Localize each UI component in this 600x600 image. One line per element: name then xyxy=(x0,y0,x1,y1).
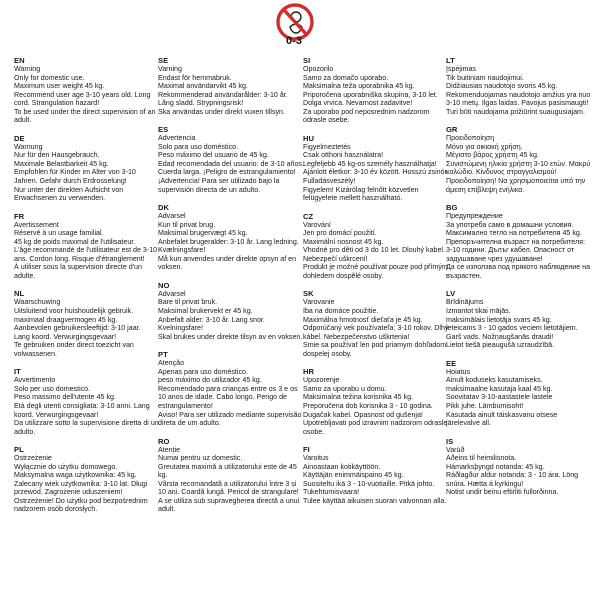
warning-block-dk xyxy=(158,203,304,272)
warning-block-lv xyxy=(446,289,592,349)
warning-block-no xyxy=(158,281,304,341)
warning-text: Varning Endast för hemmabruk. Maximal användarvikt 45 kg. Rekommenderad användarålder: 3-10 år. Lång sladd. Strypningsrisk! Ska användas under direkt vuxen tillsyn. xyxy=(158,65,288,116)
warning-block-fi xyxy=(303,445,449,505)
age-restriction-logo xyxy=(269,2,321,50)
age-label: 0-3 xyxy=(286,35,302,47)
language-code: PL xyxy=(14,445,24,455)
warning-block-cz xyxy=(303,212,449,281)
warning-text: Varování Jen pro domácí použití. Maximální nosnost 45 kg. Vhodné pro děti od 3 do 10 let. Dlouhý kabel. Nebezpečí uškrcení! Produkt je možné používat pouze pod přímým dohledem dospělé osoby. xyxy=(303,220,448,280)
language-code: IT xyxy=(14,367,21,377)
language-code: EE xyxy=(446,358,457,368)
warning-block-it xyxy=(14,367,160,436)
language-code: CZ xyxy=(303,211,314,221)
column-3 xyxy=(303,56,449,514)
language-code: LT xyxy=(446,56,455,65)
warning-text: Varovanie Iba na domáce použitie. Maximálna hmotnosť dieťaťa je 45 kg. Odporúčaný vek používateľa: 3-10 rokov. Dlhý kábel. Nebezpečenstvo uškrtenia! Smie sa používať len pod priamym dohľadom dospelej osoby. xyxy=(303,298,449,358)
language-code: DE xyxy=(14,133,25,143)
warning-block-hu xyxy=(303,134,449,203)
warning-block-sk xyxy=(303,289,449,358)
language-code: FR xyxy=(14,211,25,221)
warning-block-bg xyxy=(446,203,592,280)
warning-text: Brīdinājums Izmantot tikai mājās. maksimālais lietotāja svars 45 kg. ieteicams 3 - 10 gados veciem lietotājiem. Garš vads. Nožņaugšanās draudi! Lietot tiešā pieaugušā uzraudzībā. xyxy=(446,298,578,350)
warning-text: Avertissement Réservé à un usage familial. 45 kg de poids maximal de l'utilisateur. L'âge recommandé de l'utilisateur est de 3-10 ans. Cordon long. Risque d'étranglement! À utiliser sous la supervision directe d'un adulte. xyxy=(14,220,158,280)
warning-block-de xyxy=(14,134,160,203)
warning-block-ee xyxy=(446,359,592,428)
language-code: HU xyxy=(303,133,314,143)
warning-block-pt xyxy=(158,350,304,427)
language-code: DK xyxy=(158,203,169,213)
column-2 xyxy=(158,56,304,523)
warning-text: Предупреждение За употреба само в домашни условия. Максимално тегло на потребителя 45 kg. Препоръчителна възраст на потребителя: 3-10 години. Дълъг кабел. Опасност от задушаване чрез удушаване! Да се използва под прякото наблюдение на възрастен. xyxy=(446,212,591,280)
warning-block-ro xyxy=(158,437,304,514)
warning-block-lt xyxy=(446,56,592,116)
warning-text: Atenção Apenas para uso doméstico. peso máximo do utilizador 45 kg. Recomendado para crianças entre os 3 e os 10 anos de idade. Cabo longo. Perigo de estrangulamento! Aviso! Para ser utilizado mediante supervisão direta de um adulto. xyxy=(158,359,302,428)
no-baby-icon xyxy=(269,2,321,50)
language-code: SE xyxy=(158,56,169,65)
warning-text: Waarschuwing Uitsluitend voor huishoudelijk gebruik. maximaal draagvermogen 45 kg. Aanbevolen gebruikersleeftijd: 3-10 jaar. Lang koord. Verwurgingsgevaar! Te gebruiken onder direct toezicht van volwassenen. xyxy=(14,298,141,358)
warning-block-es xyxy=(158,125,304,194)
warning-block-pl xyxy=(14,445,160,514)
warning-text: Advarsel Kun til privat brug. Maksimal brugervægt 45 kg. Anbefalet brugeralder: 3-10 år. Lang ledning. Kvælningsfare! Må kun anvendes under direkte opsyn af en voksen. xyxy=(158,212,299,272)
language-code: LV xyxy=(446,289,456,299)
warning-text: Hoiatus Ainult koduseks kasutamiseks. maksimaalne kasutaja kaal 45 kg. Soovitatav 3-10-aastastele lastele Pikk juhe. Lämbumisoht! Kasutada ainult täiskasvanu otsese järelevalve all. xyxy=(446,367,558,428)
language-code: HR xyxy=(303,367,314,377)
warning-text: Ostrzeżenie Wyłącznie do użytku domowego. Maksymalna waga użytkownika: 45 kg. Zalecany wiek użytkownika: 3-10 lat. Długi przewód. Zagrożenie uduszeniem! Ostrzeżenie! Do użytku pod bezpośrednim nadzorem osób dorosłych. xyxy=(14,454,148,514)
warning-text: Figyelmeztetés Csak otthoni használatra! Legfeljebb 45 kg-os személy használhatja! Ajánlott életkor: 3-10 év között. Hosszú zsinór. Fulladásveszély! Figyelem! Kizárólag felnőtt közvetlen felügyelete mellett használható. xyxy=(303,142,449,203)
warning-block-hr xyxy=(303,367,449,436)
language-code: BG xyxy=(446,203,458,213)
language-code: NO xyxy=(158,280,170,290)
warning-text: Advertencia Solo para uso doméstico. Peso máximo del usuario de 45 kg. Edad recomendada del usuario: de 3-10 años. Cuerda larga. ¡Peligro de estrangulamiento! ¡Advertencia! Para ser utilizado bajo la supervisión directa de un adulto. xyxy=(158,134,304,194)
warning-text: Varoitus Ainoastaan kotikäyttöön. Käyttäjän enimmäispaino 45 kg. Suositeltu ikä 3 - 10-vuotiaille. Pitkä johto. Tukehtumisvaara! Tulee käyttää aikuisen suoran valvonnan alla. xyxy=(303,454,447,505)
warning-block-se xyxy=(158,56,304,116)
warning-text: Varúð Aðeins til heimilisnota. Hámarksþyngd notanda: 45 kg. Ráðlagður aldur notanda: 3 - 10 ára. Löng snúra. Hætta á kyrkingu! Notist undir beinu eftirliti fullorðinna. xyxy=(446,445,579,497)
warning-text: Warning Only for domestic use. Maximum user weight 45 kg. Recommend user age 3-10 years old. Long cord. Strangulation hazard! To be used under the direct supervision of an adult. xyxy=(14,65,156,125)
language-code: FI xyxy=(303,445,310,455)
language-code: RO xyxy=(158,436,170,446)
warning-text: Avvertimento Solo per uso domestico. Peso massimo dell'utente 45 kg. Età degli utenti consigliata: 3-10 anni. Lang koord. Verwurgingsgevaar! Da utilizzare sotto la supervisione diretta di un adulto. xyxy=(14,376,159,436)
warning-block-nl xyxy=(14,289,160,358)
language-code: IS xyxy=(446,436,454,446)
language-code: SI xyxy=(303,56,311,65)
language-code: PT xyxy=(158,350,168,360)
warning-block-gr xyxy=(446,125,592,194)
column-1 xyxy=(14,56,160,523)
warning-text: Προειδοποίηση Μόνο για οικιακή χρήση. Μέγιστο βάρος χρήστη 45 kg. Συνιστώμενη ηλικία χρήστη 3-10 ετών. Μακρύ καλώδιο. Κίνδυνος στραγγαλισμού! Προειδοποίηση! Να χρησιμοποιείται υπό την άμεση επίβλεψη ενήλικα. xyxy=(446,134,591,194)
warning-block-si xyxy=(303,56,449,125)
column-4 xyxy=(446,56,592,506)
warning-block-is xyxy=(446,437,592,497)
language-code: SK xyxy=(303,289,314,299)
language-code: GR xyxy=(446,125,458,135)
warning-text: Atenție Numai pentru uz domestic. Greutatea maximă a utilizatorului este de 45 kg. Vârsta recomandată a utilizatorului între 3 și 10 ani. Coardă lungă. Pericol de strangulare! A se utiliza sub supravegherea directă a unui adult. xyxy=(158,445,300,514)
warning-block-fr xyxy=(14,212,160,281)
warning-text: Įspėjimas Tik buitiniam naudojimui. Didžiausias naudotojo svoris 45 kg. Rekomenduojamas naudotojo amžius yra nuo 3-10 metų. Ilgas laidas. Pavojus pasismaugti! Turi būti naudojama prižiūrint suaugusiajam. xyxy=(446,65,591,116)
warning-block-en xyxy=(14,56,160,125)
warning-text: Advarsel Bare til privat bruk. Maksimal brukervekt er 45 kg. Anbefalt alder: 3-10 år. Lang snor. Kvelningsfare! Skal brukes under direkte tilsyn av en voksen. xyxy=(158,289,303,341)
warning-text: Opozorilo Samo za domačo uporabo. Maksimalna teža uporabnika 45 kg. Priporočena uporabniška skupina, 3-10 let. Dolga vrvica. Nevarnost zadavitve! Za uporabo pod neposrednim nadzorom odrasle osebe. xyxy=(303,65,438,125)
language-code: EN xyxy=(14,56,25,65)
warning-text: Upozorenje Samo za uporabu u domu. Maksimalna težina korisnika 45 kg. Preporučena dob korisnika 3 - 10 godina. Dugačak kabel. Opasnost od gušenja! Upotrebljavati pod izravnim nadzorom odrasle osobe. xyxy=(303,376,448,436)
warning-text: Warnung Nur für den Hausgebrauch. Maximale Belastbarkeit 45 kg. Empfohlen für Kinder im Alter von 3-10 Jahren. Gefahr durch Erdrosselung! Nur unter der direkten Aufsicht von Erwachsenen zu verwenden. xyxy=(14,142,136,203)
language-code: ES xyxy=(158,125,169,135)
language-code: NL xyxy=(14,289,25,299)
